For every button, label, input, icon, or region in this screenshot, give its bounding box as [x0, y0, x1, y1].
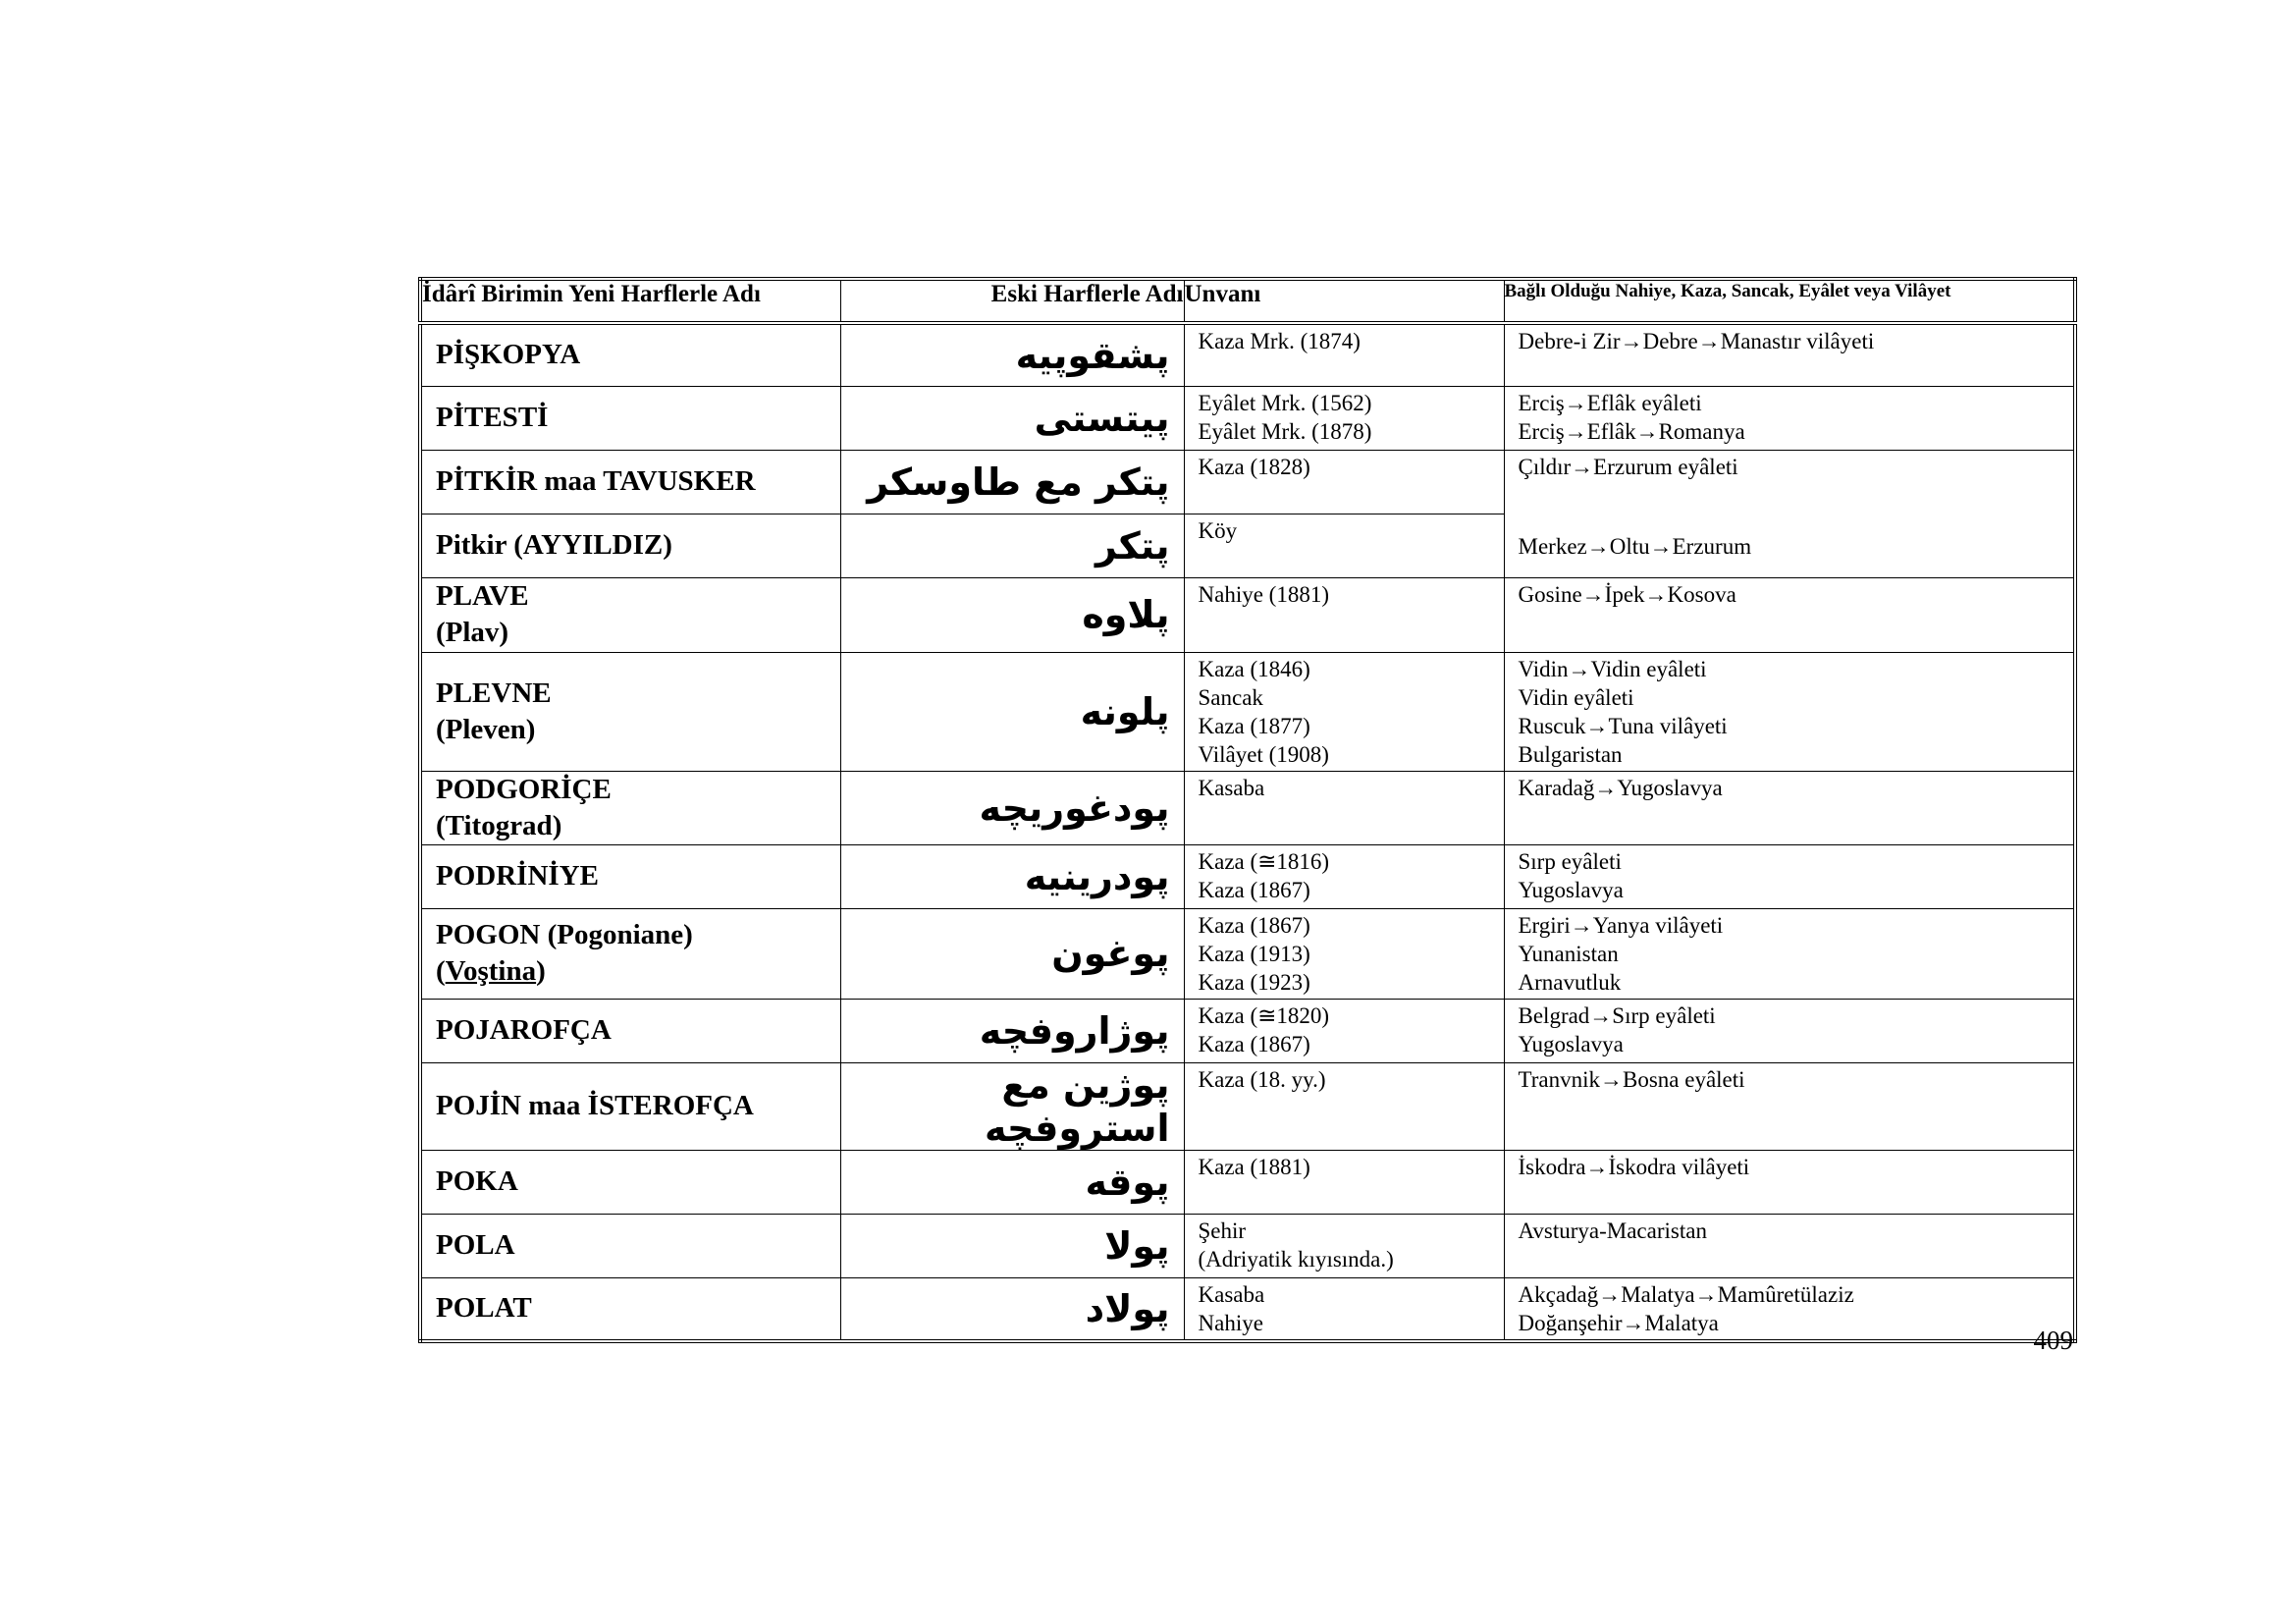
- row-new-name: POJİN maa İSTEROFÇA: [420, 1062, 840, 1150]
- row-old-name: پلونه: [840, 652, 1184, 771]
- row-new-name: PODGORİÇE (Titograd): [420, 771, 840, 844]
- row-affiliation: Gosine→İpek→Kosova: [1504, 577, 2075, 652]
- row-affiliation: Tranvnik→Bosna eyâleti: [1504, 1062, 2075, 1150]
- row-affiliation: Vidin→Vidin eyâleti Vidin eyâleti Ruscuk→Tuna vilâyeti Bulgaristan: [1504, 652, 2075, 771]
- row-title: Kaza (1881): [1184, 1150, 1504, 1214]
- row-affiliation: Akçadağ→Malatya→Mamûretülaziz Doğanşehir→Malatya: [1504, 1277, 2075, 1341]
- row-affiliation: Ergiri→Yanya vilâyeti Yunanistan Arnavutluk: [1504, 908, 2075, 999]
- row-affiliation: Sırp eyâleti Yugoslavya: [1504, 844, 2075, 908]
- row-title: Kaza (≅1816) Kaza (1867): [1184, 844, 1504, 908]
- row-new-name: POJAROFÇA: [420, 999, 840, 1062]
- row-title: Kasaba: [1184, 771, 1504, 844]
- table-row: [420, 1062, 2075, 1150]
- header-affiliation: Bağlı Olduğu Nahiye, Kaza, Sancak, Eyâlet veya Vilâyet: [1504, 279, 2075, 323]
- row-old-name: پوغون: [840, 908, 1184, 999]
- row-new-name: POGON (Pogoniane) (Voştina): [420, 908, 840, 999]
- row-title: Kaza (1867) Kaza (1913) Kaza (1923): [1184, 908, 1504, 999]
- row-affiliation: Çıldır→Erzurum eyâleti Merkez→Oltu→Erzurum: [1504, 450, 2075, 577]
- row-title: Nahiye (1881): [1184, 577, 1504, 652]
- table-row: [420, 1277, 2075, 1341]
- row-old-name: پيتستى: [840, 386, 1184, 450]
- row-old-name: پلاوه: [840, 577, 1184, 652]
- row-title: Eyâlet Mrk. (1562) Eyâlet Mrk. (1878): [1184, 386, 1504, 450]
- header-new-name: İdârî Birimin Yeni Harflerle Adı: [420, 279, 840, 323]
- row-old-name: پوقه: [840, 1150, 1184, 1214]
- row-title: Kasaba Nahiye: [1184, 1277, 1504, 1341]
- header-old-name: Eski Harflerle Adı: [840, 279, 1184, 323]
- row-affiliation: İskodra→İskodra vilâyeti: [1504, 1150, 2075, 1214]
- row-old-name: پولا: [840, 1214, 1184, 1277]
- row-old-name: پتكر: [840, 514, 1184, 577]
- table-row: [420, 577, 2075, 652]
- table-header-row: [420, 279, 2075, 323]
- row-new-name: PİTKİR maa TAVUSKER: [420, 450, 840, 514]
- table-row: [420, 1150, 2075, 1214]
- row-title: Kaza Mrk. (1874): [1184, 323, 1504, 386]
- row-title: Kaza (1846) Sancak Kaza (1877) Vilâyet (1908): [1184, 652, 1504, 771]
- table-row: [420, 908, 2075, 999]
- row-old-name: پودغوريچه: [840, 771, 1184, 844]
- page-number: 409: [2033, 1326, 2073, 1355]
- row-old-name: پوژاروفچه: [840, 999, 1184, 1062]
- row-new-name: POLA: [420, 1214, 840, 1277]
- table-row: [420, 323, 2075, 386]
- row-new-name: PLAVE (Plav): [420, 577, 840, 652]
- row-old-name: پتكر مع طاوسكر: [840, 450, 1184, 514]
- row-title: Kaza (≅1820) Kaza (1867): [1184, 999, 1504, 1062]
- row-new-name: PİTESTİ: [420, 386, 840, 450]
- table-row: [420, 1214, 2075, 1277]
- table-row: [420, 652, 2075, 771]
- gazetteer-table: [418, 277, 2077, 1343]
- row-affiliation: Belgrad→Sırp eyâleti Yugoslavya: [1504, 999, 2075, 1062]
- row-title: Kaza (18. yy.): [1184, 1062, 1504, 1150]
- row-title: Kaza (1828): [1184, 450, 1504, 514]
- row-old-name: پشقوپيه: [840, 323, 1184, 386]
- row-affiliation: Karadağ→Yugoslavya: [1504, 771, 2075, 844]
- table-row: [420, 844, 2075, 908]
- row-affiliation: Debre-i Zir→Debre→Manastır vilâyeti: [1504, 323, 2075, 386]
- row-old-name: پولاد: [840, 1277, 1184, 1341]
- row-new-name: PİŞKOPYA: [420, 323, 840, 386]
- row-new-name: POLAT: [420, 1277, 840, 1341]
- row-title: Köy: [1184, 514, 1504, 577]
- row-old-name: پودرينيه: [840, 844, 1184, 908]
- table-row: [420, 386, 2075, 450]
- row-title: Şehir (Adriyatik kıyısında.): [1184, 1214, 1504, 1277]
- row-new-name: Pitkir (AYYILDIZ): [420, 514, 840, 577]
- row-affiliation: Avsturya-Macaristan: [1504, 1214, 2075, 1277]
- table-row: [420, 999, 2075, 1062]
- table-row: [420, 450, 2075, 514]
- row-new-name: POKA: [420, 1150, 840, 1214]
- row-new-name: PLEVNE (Pleven): [420, 652, 840, 771]
- row-new-name: PODRİNİYE: [420, 844, 840, 908]
- row-old-name: پوژين مع استروفچه: [840, 1062, 1184, 1150]
- header-title: Unvanı: [1184, 279, 1504, 323]
- row-affiliation: Erciş→Eflâk eyâleti Erciş→Eflâk→Romanya: [1504, 386, 2075, 450]
- table-row: [420, 771, 2075, 844]
